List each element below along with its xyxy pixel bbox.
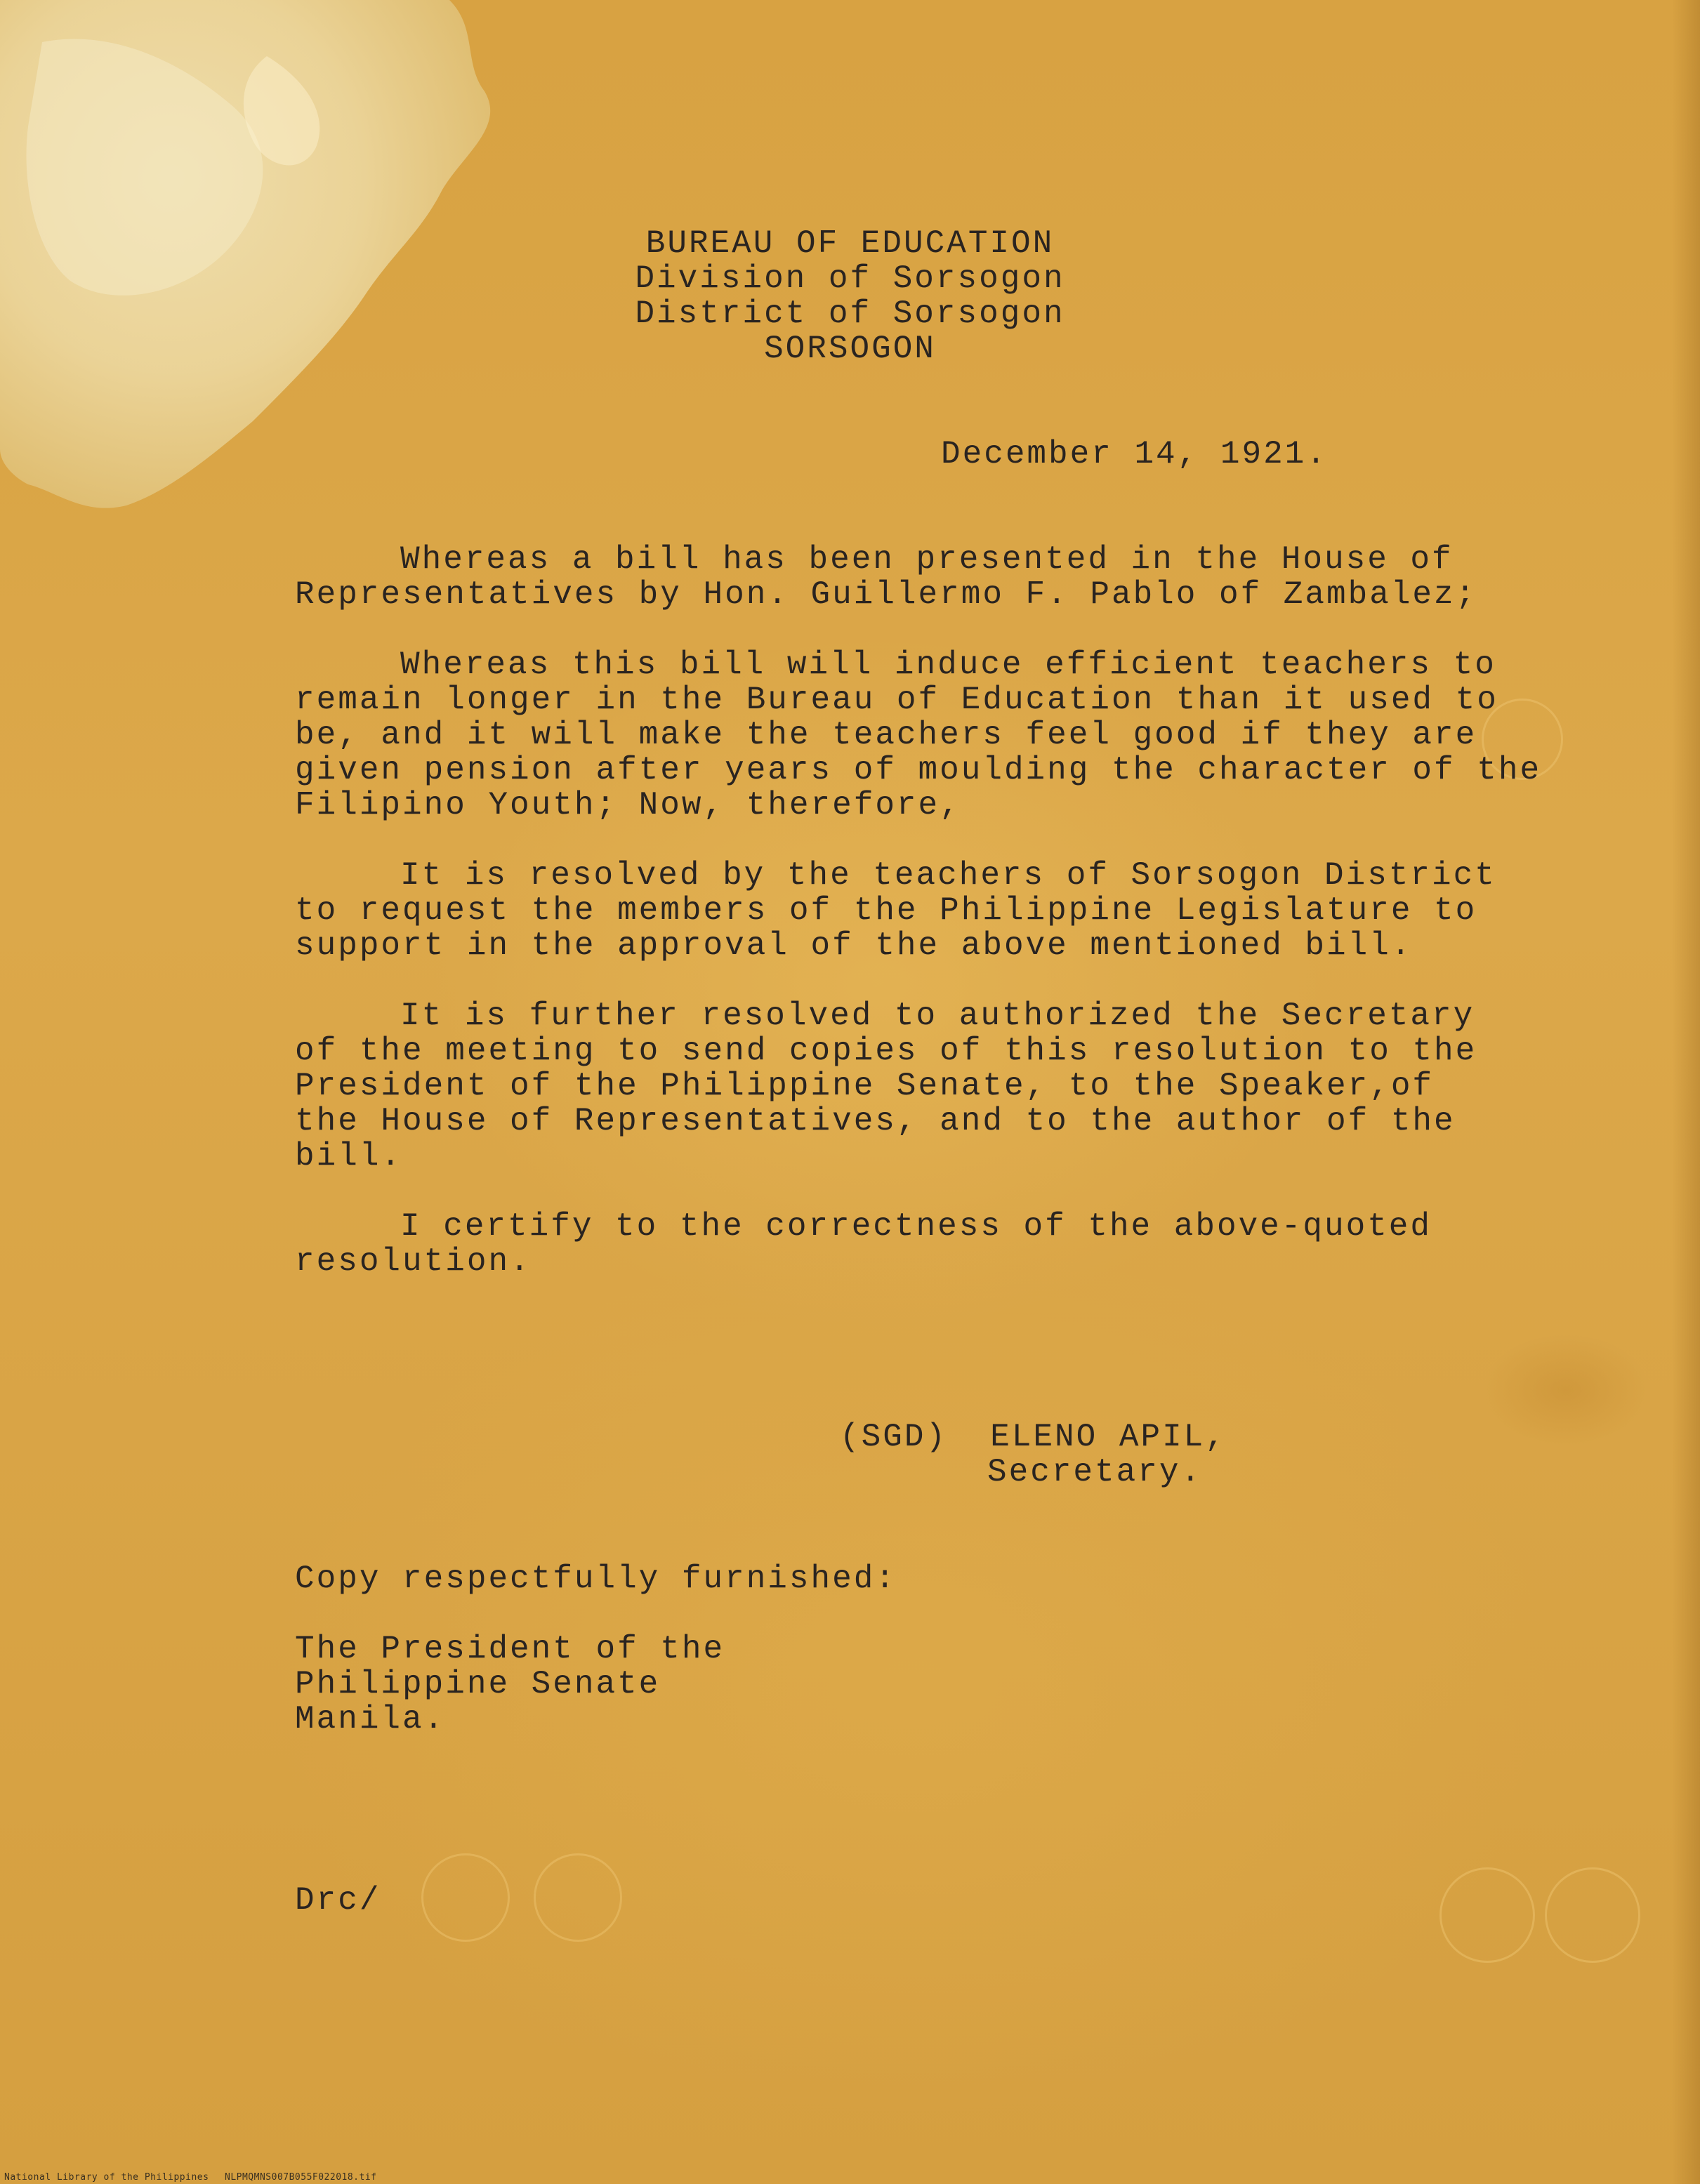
paragraph-line: to request the members of the Philippine Legislature to — [295, 892, 1477, 929]
paragraph-line: the House of Representatives, and to the author of the — [295, 1103, 1456, 1139]
paragraph-line: bill. — [295, 1138, 403, 1174]
footer-file-id: NLPMQMNS007B055F022018.tif — [225, 2172, 377, 2183]
paragraph-line: support in the approval of the above mentioned bill. — [295, 927, 1413, 964]
recipient-line: The President of the — [295, 1631, 725, 1667]
recipient-line: Philippine Senate — [295, 1666, 661, 1702]
paragraph-line: Filipino Youth; Now, therefore, — [295, 787, 961, 823]
signature-title: Secretary. — [987, 1454, 1203, 1490]
paragraph-line: given pension after years of moulding the character of the — [295, 752, 1542, 788]
paragraph-line: resolution. — [295, 1243, 532, 1280]
copy-furnished-heading: Copy respectfully furnished: — [295, 1561, 897, 1597]
stain-spot — [1482, 1334, 1650, 1446]
embossed-seal-mark — [534, 1853, 622, 1942]
paragraph-line: Whereas a bill has been presented in the House of — [400, 541, 1454, 578]
letterhead-bureau: BUREAU OF EDUCATION — [645, 225, 1055, 262]
embossed-seal-mark — [1439, 1867, 1535, 1963]
document-date: December 14, 1921. — [941, 436, 1328, 472]
paragraph-line: It is further resolved to authorized the Secretary — [400, 998, 1475, 1034]
typist-initials: Drc/ — [295, 1882, 381, 1919]
paragraph-line: Representatives by Hon. Guillermo F. Pablo of Zambalez; — [295, 576, 1477, 613]
paragraph-line: of the meeting to send copies of this resolution to the — [295, 1033, 1477, 1069]
recipient-line: Manila. — [295, 1701, 446, 1738]
paragraph-line: remain longer in the Bureau of Education than it used to — [295, 682, 1498, 718]
embossed-seal-mark — [1545, 1867, 1640, 1963]
paragraph-line: be, and it will make the teachers feel good if they are — [295, 717, 1477, 753]
embossed-seal-mark — [421, 1853, 510, 1942]
paragraph-line: I certify to the correctness of the above-quoted — [400, 1208, 1432, 1245]
letterhead-district: District of Sorsogon — [635, 296, 1065, 332]
letterhead-city: SORSOGON — [764, 331, 936, 367]
signature-name: (SGD) ELENO APIL, — [840, 1419, 1227, 1455]
letterhead-division: Division of Sorsogon — [635, 260, 1065, 297]
paragraph-line: It is resolved by the teachers of Sorsogon District — [400, 857, 1496, 894]
paragraph-line: President of the Philippine Senate, to the Speaker,of — [295, 1068, 1435, 1104]
paragraph-line: Whereas this bill will induce efficient teachers to — [400, 647, 1496, 683]
footer-library-name: National Library of the Philippines — [4, 2172, 209, 2183]
